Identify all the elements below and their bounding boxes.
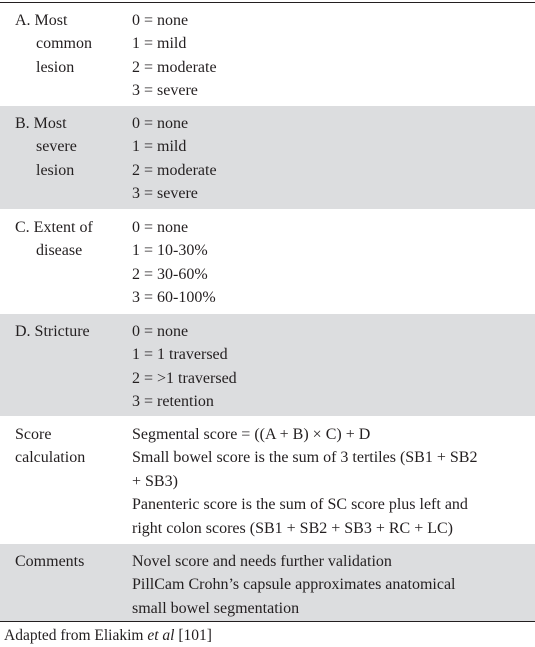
table-row-comments — [0, 544, 535, 622]
row-label: A. Most common lesion — [15, 12, 92, 76]
row-values: 0 = none 1 = mild 2 = moderate 3 = severe — [132, 115, 217, 203]
table-row-most-common-lesion — [0, 3, 535, 106]
table-row-stricture — [0, 314, 535, 417]
row-label: B. Most severe lesion — [15, 115, 77, 179]
row-label: Score calculation — [15, 426, 86, 467]
row-values: 0 = none 1 = mild 2 = moderate 3 = severe — [132, 12, 217, 100]
row-label: C. Extent of disease — [15, 219, 93, 260]
row-values: 0 = none 1 = 1 traversed 2 = >1 traversed 3 = retention — [132, 323, 237, 411]
row-values: 0 = none 1 = 10-30% 2 = 30-60% 3 = 60-100% — [132, 219, 216, 307]
row-label: Comments — [15, 553, 85, 570]
table-row-extent-of-disease — [0, 210, 535, 314]
row-label: D. Stricture — [15, 323, 90, 340]
table-footnote: Adapted from Eliakim et al [101] — [4, 627, 212, 644]
row-values: Novel score and needs further validation PillCam Crohn’s capsule approximates anatomical small bowel segmentation — [132, 553, 456, 617]
table-row-most-severe-lesion — [0, 106, 535, 210]
table-row-score-calculation — [0, 417, 535, 544]
row-values: Segmental score = ((A + B) × C) + D Small bowel score is the sum of 3 tertiles (SB1 + SB2 + SB3) Panenteric score is the sum of SC score plus left and right colon scores (SB1 + SB2 + SB3 + RC + LC) — [132, 426, 478, 537]
